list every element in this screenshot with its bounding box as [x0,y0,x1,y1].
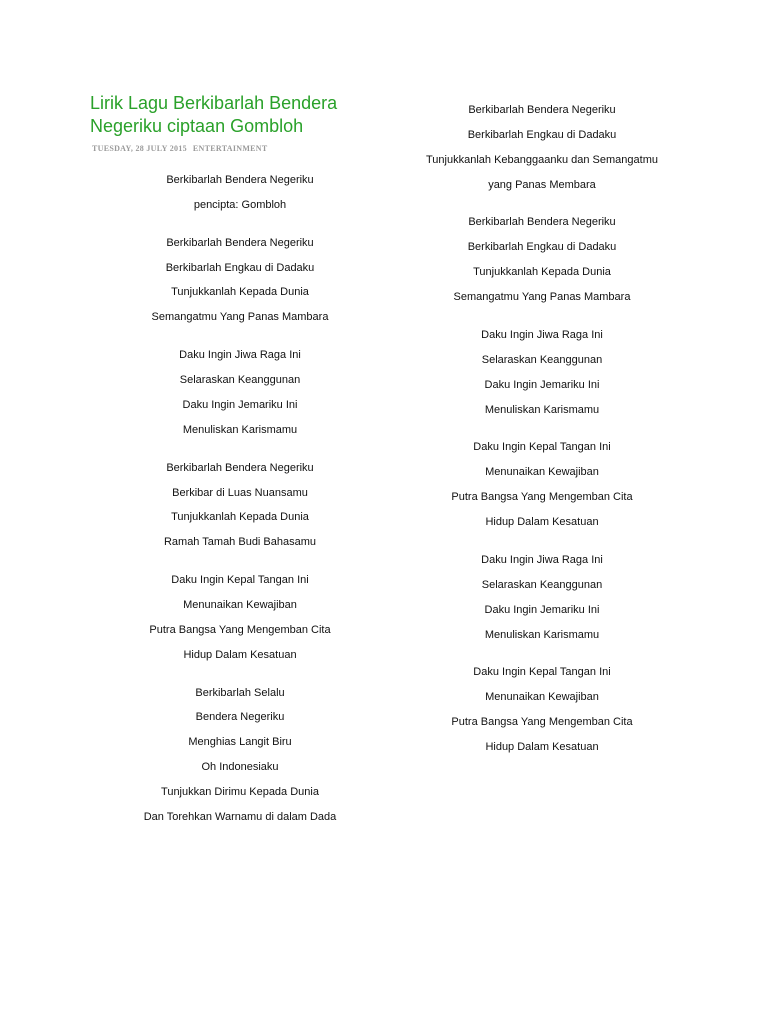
lyrics-left-column [120,174,360,849]
lyric-line: Daku Ingin Jiwa Raga Ini [481,553,603,566]
lyric-line: Hidup Dalam Kesatuan [485,741,599,754]
lyric-line: Menunaikan Kewajiban [183,598,297,611]
lyric-line: Berkibarlah Bendera Negeriku [468,104,616,116]
post-meta [92,144,268,153]
lyric-line: Menuliskan Karismamu [484,628,600,641]
lyric-line: Hidup Dalam Kesatuan [485,516,599,529]
lyric-line: Dan Torehkan Warnamu di dalam Dada [143,811,337,824]
lyrics-stanza [412,329,672,417]
lyric-line: Daku Ingin Jemariku Ini [182,398,298,411]
lyric-line: Menuliskan Karismamu [484,403,600,416]
lyric-line: Menunaikan Kewajiban [485,691,599,704]
lyric-line: Menunaikan Kewajiban [485,466,599,479]
lyric-line: Daku Ingin Kepal Tangan Ini [171,574,309,587]
lyric-line: Berkibarlah Selalu [195,686,285,699]
lyrics-right-column [412,104,672,779]
lyric-line: Semangatmu Yang Panas Mambara [453,291,631,304]
lyrics-stanza [412,104,672,192]
post-category[interactable]: ENTERTAINMENT [192,144,268,153]
lyrics-stanza [412,666,672,754]
lyrics-stanza [412,216,672,304]
lyric-line: Selaraskan Keanggunan [179,374,301,387]
lyric-line: Putra Bangsa Yang Mengemban Cita [149,623,331,636]
lyric-line: pencipta: Gombloh [193,198,287,211]
lyric-line: Tunjukkanlah Kebanggaanku dan Semangatmu [426,153,658,166]
lyric-line: Tunjukkanlah Kepada Dunia [171,286,309,299]
lyric-line: Daku Ingin Kepal Tangan Ini [473,666,611,679]
lyric-line: Selaraskan Keanggunan [481,578,603,591]
lyric-line: Ramah Tamah Budi Bahasamu [163,536,317,549]
lyric-line: Menghias Langit Biru [188,736,292,749]
lyric-line: Selaraskan Keanggunan [481,353,603,366]
lyric-line: Putra Bangsa Yang Mengemban Cita [451,491,633,504]
post-date: TUESDAY, 28 JULY 2015 [92,144,187,153]
lyric-line: Tunjukkanlah Kepada Dunia [171,511,309,524]
lyric-line: Hidup Dalam Kesatuan [183,648,297,661]
lyrics-stanza [120,237,360,325]
lyric-line: Berkibarlah Bendera Negeriku [166,461,314,474]
page-title[interactable]: Lirik Lagu Berkibarlah Bendera Negeriku ciptaan Gombloh [90,93,338,136]
lyric-line: Berkibarlah Engkau di Dadaku [467,241,617,254]
lyrics-stanza [412,441,672,529]
lyric-line: Daku Ingin Jemariku Ini [484,603,600,616]
lyric-line: Oh Indonesiaku [201,761,279,774]
lyric-line: Semangatmu Yang Panas Mambara [151,311,329,324]
lyric-line: Tunjukkan Dirimu Kepada Dunia [161,786,319,799]
lyric-line: Berkibarlah Bendera Negeriku [166,236,314,249]
lyric-line: Berkibarlah Engkau di Dadaku [467,128,617,141]
lyric-line: Daku Ingin Jemariku Ini [484,378,600,391]
lyric-line: Putra Bangsa Yang Mengemban Cita [451,716,633,729]
lyric-line: Daku Ingin Jiwa Raga Ini [179,349,301,362]
lyric-line: yang Panas Membara [488,178,596,191]
lyric-line: Bendera Negeriku [195,711,285,724]
lyric-line: Berkibarlah Bendera Negeriku [468,216,616,229]
lyric-line: Daku Ingin Kepal Tangan Ini [473,441,611,454]
lyric-line: Berkibarlah Engkau di Dadaku [165,261,315,274]
lyrics-stanza [120,174,360,212]
lyric-line: Berkibarlah Bendera Negeriku [166,174,314,186]
lyric-line: Daku Ingin Jiwa Raga Ini [481,328,603,341]
lyrics-stanza [412,554,672,642]
lyrics-stanza [120,349,360,437]
lyrics-stanza [120,462,360,550]
lyrics-stanza [120,687,360,824]
lyric-line: Tunjukkanlah Kepada Dunia [473,266,611,279]
lyrics-stanza [120,574,360,662]
lyric-line: Menuliskan Karismamu [182,423,298,436]
lyric-line: Berkibar di Luas Nuansamu [172,486,308,499]
